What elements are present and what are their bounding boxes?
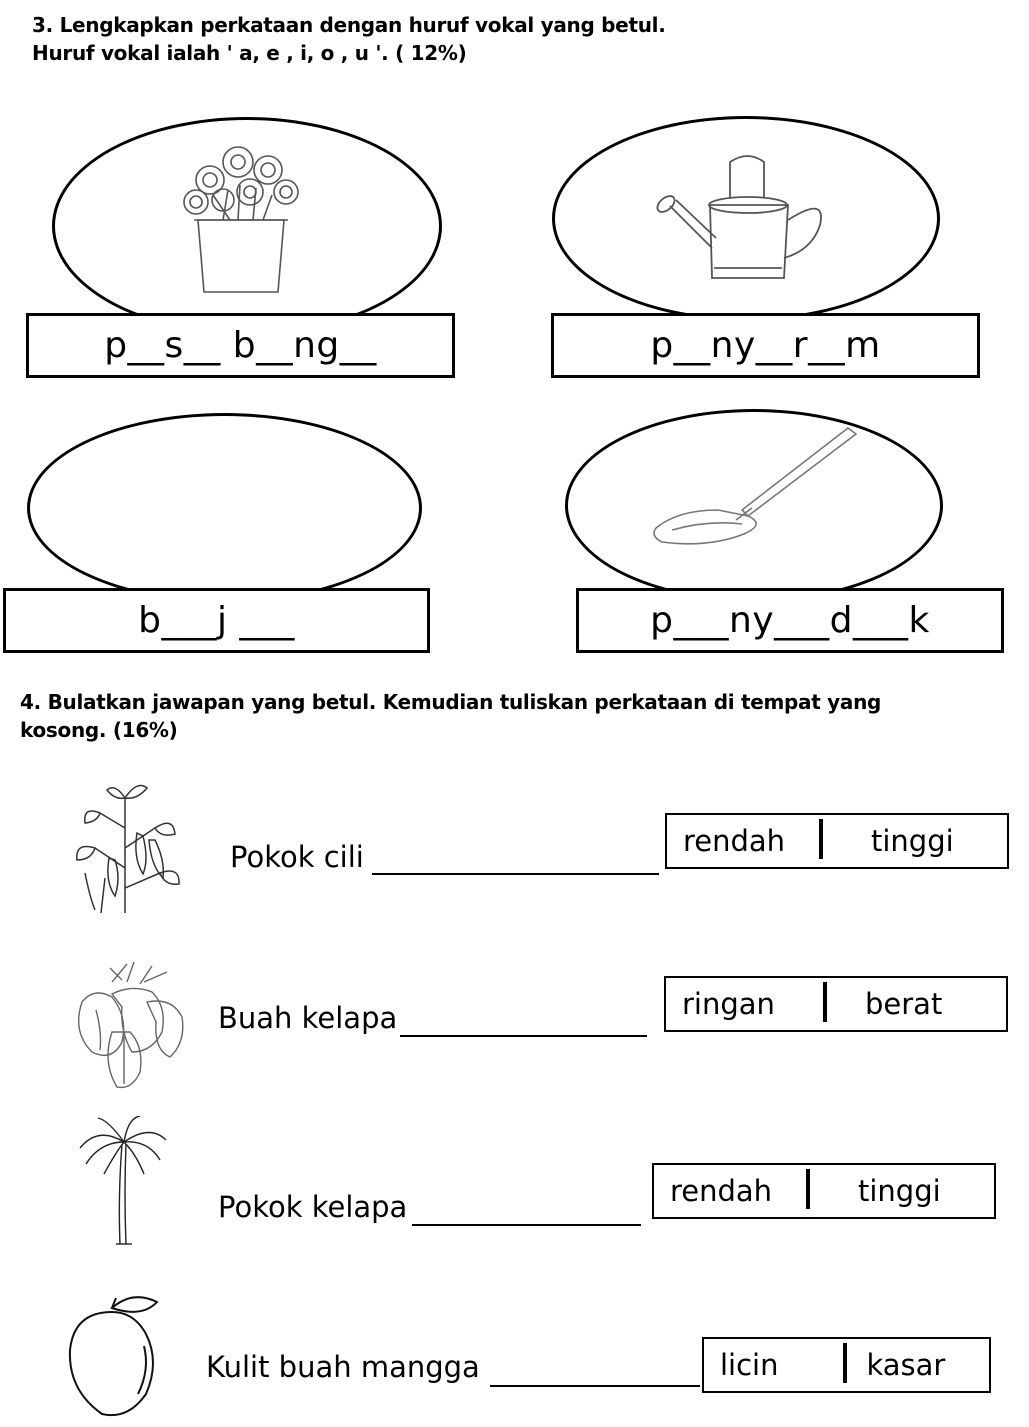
section3-instruction-line1: 3. Lengkapkan perkataan dengan huruf vokal yang betul. [32, 13, 666, 37]
answer-blank-2[interactable] [400, 1035, 647, 1037]
option-tinggi[interactable]: tinggi [858, 1174, 941, 1208]
option-ringan[interactable]: ringan [682, 987, 775, 1021]
chili-plant-icon [65, 778, 195, 918]
picture-oval-3 [27, 413, 422, 603]
option-tinggi[interactable]: tinggi [871, 824, 954, 858]
sentence-4-label: Kulit buah mangga [206, 1350, 480, 1384]
option-rendah[interactable]: rendah [670, 1174, 773, 1208]
section4-instruction-line1: 4. Bulatkan jawapan yang betul. Kemudian tuliskan perkataan di tempat yang [20, 690, 882, 714]
word-box-3[interactable]: b___j ___ [3, 588, 430, 653]
word-box-4[interactable]: p___ny___d___k [576, 588, 1004, 653]
flower-pot-icon [168, 140, 318, 300]
watering-can-icon [652, 150, 832, 290]
sentence-2-label: Buah kelapa [218, 1001, 398, 1035]
choice-box-2 [664, 976, 1008, 1032]
word-box-1[interactable]: p__s__ b__ng__ [26, 313, 455, 378]
answer-blank-3[interactable] [412, 1224, 641, 1226]
choice-box-3 [652, 1163, 996, 1219]
section3-instruction-line2: Huruf vokal ialah ' a, e , i, o , u '. ( 12%) [32, 41, 467, 65]
section3-instruction [32, 11, 666, 67]
choice-box-4 [702, 1337, 991, 1393]
option-licin[interactable]: licin [720, 1348, 779, 1382]
answer-blank-1[interactable] [372, 873, 659, 875]
option-kasar[interactable]: kasar [866, 1348, 946, 1382]
mango-icon [62, 1290, 167, 1422]
choice-box-1 [665, 813, 1009, 869]
option-rendah[interactable]: rendah [683, 824, 786, 858]
section4-instruction-line2: kosong. (16%) [20, 718, 178, 742]
sentence-1-label: Pokok cili [230, 840, 364, 874]
word-box-2[interactable]: p__ny__r__m [551, 313, 980, 378]
option-berat[interactable]: berat [865, 987, 943, 1021]
coconut-icon [72, 962, 187, 1090]
trowel-icon [648, 424, 863, 554]
sentence-3-label: Pokok kelapa [218, 1190, 408, 1224]
section4-instruction [20, 688, 881, 744]
coconut-tree-icon [78, 1116, 168, 1248]
answer-blank-4[interactable] [490, 1385, 700, 1387]
